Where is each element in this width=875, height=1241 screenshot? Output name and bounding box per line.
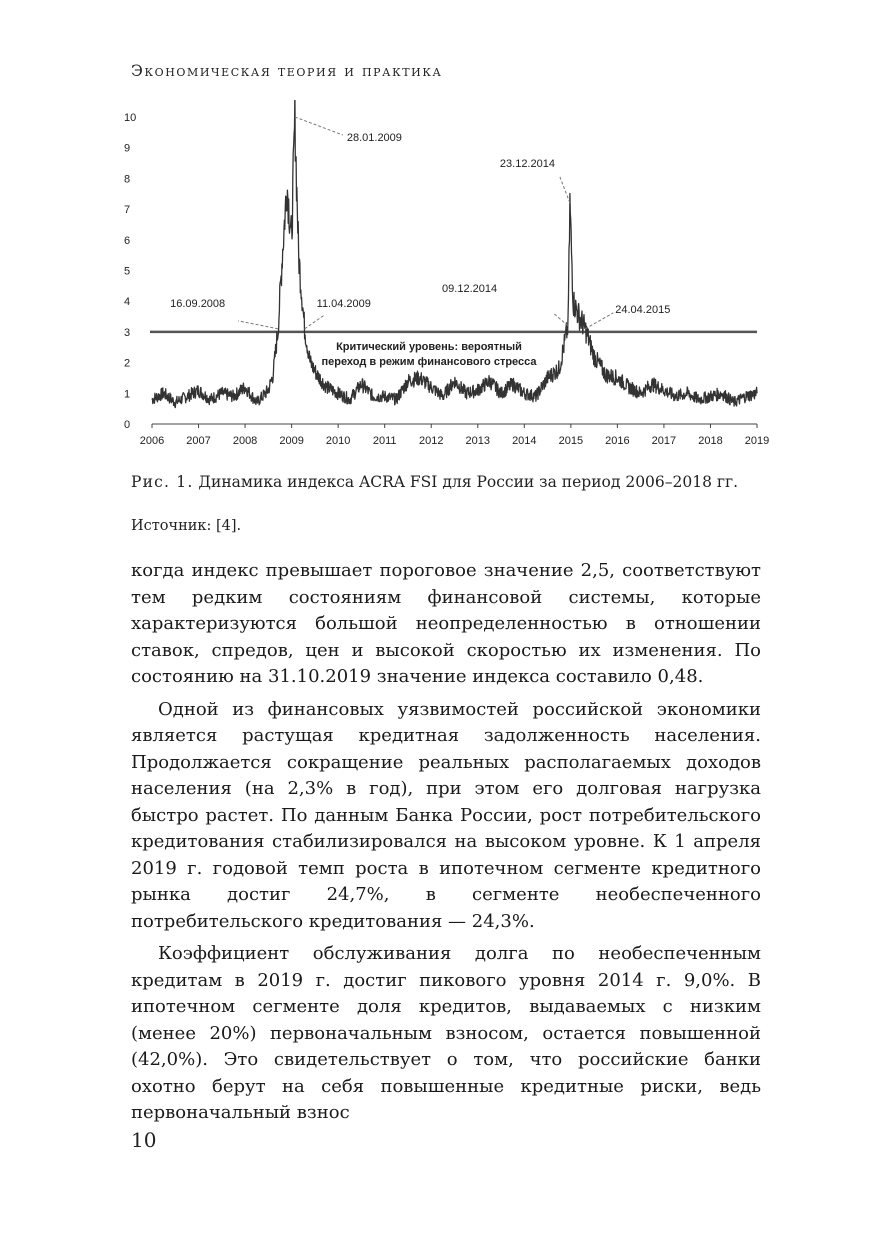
y-tick-label: 6: [124, 234, 131, 247]
annotation-label: 24.04.2015: [615, 303, 671, 316]
x-tick-label: 2019: [744, 435, 770, 447]
x-tick-label: 2012: [418, 435, 444, 447]
annotation-leader: [554, 314, 568, 326]
fsi-chart: [120, 100, 780, 465]
y-tick-label: 1: [124, 388, 131, 401]
y-tick-label: 3: [124, 326, 131, 339]
x-tick-label: 2009: [279, 435, 304, 447]
paragraph-3: Коэффициент обслуживания долга по необеспеченным кредитам в 2019 г. достиг пикового уровня 2014 г. 9,0%. В ипотечном сегменте доля кредитов, выдаваемых с низким (менее 20%) первоначальным взносом, остается повышенной (42,0%). Это свидетельствует о том, что российские банки охотно берут на себя повышенные кредитные риски, ведь первоначальный взнос: [131, 943, 761, 1123]
annotation-label: 23.12.2014: [499, 157, 555, 170]
fsi-chart-svg: [120, 100, 780, 465]
x-tick-label: 2008: [232, 435, 258, 447]
x-tick-label: 2018: [698, 435, 723, 447]
figure-label: Рис. 1.: [131, 473, 194, 491]
paragraph-2: Одной из финансовых уязвимостей российской экономики является растущая кредитная задолженность населения. Продолжается сокращение реальных располагаемых доходов населения (на 2,3% в год), при этом его долговая нагрузка быстро растет. По данным Банка России, рост потребительского кредитования стабилизировался на высоком уровне. К 1 апреля 2019 г. годовой темп роста в ипотечном сегменте кредитного рынка достиг 24,7%, в сегменте необеспеченного потребительского кредитования — 24,3%.: [131, 698, 761, 932]
threshold-label-line2: переход в режим финансового стресса: [321, 355, 537, 368]
figure-caption-text: Динамика индекса ACRA FSI для России за период 2006–2018 гг.: [198, 473, 739, 491]
page-number: 10: [131, 1128, 157, 1152]
annotation-leader: [295, 117, 343, 135]
annotation-label: 11.04.2009: [316, 297, 371, 310]
y-tick-label: 7: [124, 204, 131, 217]
y-tick-label: 4: [124, 296, 131, 309]
x-tick-label: 2010: [325, 435, 351, 447]
y-tick-label: 2: [124, 357, 131, 370]
annotation-leader: [238, 321, 278, 329]
x-tick-label: 2013: [465, 435, 491, 447]
figure-source: Источник: [4].: [131, 518, 242, 534]
y-tick-label: 9: [124, 142, 131, 155]
x-tick-label: 2016: [605, 435, 630, 447]
figure-caption: [131, 472, 771, 493]
running-title: Экономическая теория и практика: [131, 62, 443, 80]
x-tick-label: 2015: [558, 435, 584, 447]
annotation-label: 16.09.2008: [170, 297, 226, 310]
x-tick-label: 2006: [139, 435, 165, 447]
y-tick-label: 8: [124, 173, 131, 186]
y-tick-label: 0: [124, 419, 131, 431]
x-tick-label: 2017: [651, 435, 677, 447]
threshold-label-line1: Критический уровень: вероятный: [336, 340, 522, 353]
y-tick-label: 5: [124, 265, 131, 278]
annotation-leader: [585, 313, 613, 329]
annotation-label: 28.01.2009: [346, 132, 402, 144]
annotation-leader: [305, 315, 325, 329]
annotation-label: 09.12.2014: [442, 282, 498, 295]
x-tick-label: 2011: [372, 435, 397, 447]
paragraph-1: когда индекс превышает пороговое значение 2,5, соответствуют тем редким состояниям финансовой системы, которые характеризуются большой неопределенностью в отношении ставок, спредов, цен и высокой скоростью их изменения. По состоянию на 31.10.2019 значение индекса составило 0,48.: [131, 560, 761, 687]
x-tick-label: 2007: [186, 435, 211, 447]
annotation-leader: [560, 177, 570, 203]
y-tick-label: 10: [124, 112, 137, 124]
body-text: [131, 558, 761, 1127]
x-tick-label: 2014: [512, 435, 537, 447]
